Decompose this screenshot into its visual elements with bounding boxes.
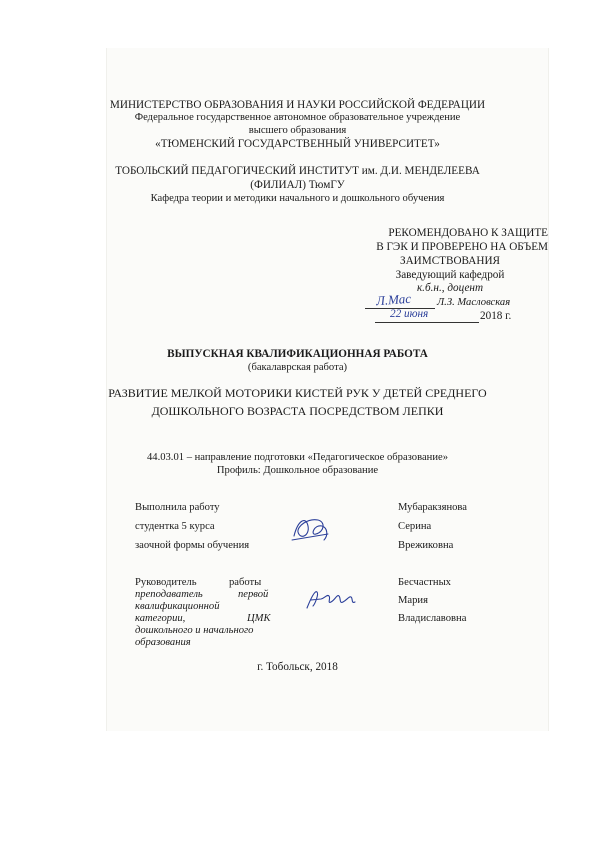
supervisor-label-word-1: Руководитель bbox=[135, 577, 197, 588]
supervisor-surname: Бесчастных bbox=[398, 577, 451, 588]
student-label-3: заочной формы обучения bbox=[135, 540, 250, 551]
student-label-2: студентка 5 курса bbox=[135, 521, 215, 532]
supervisor-label-word-2: работы bbox=[229, 577, 262, 588]
study-direction: 44.03.01 – направление подготовки «Педагогическое образование» bbox=[146, 452, 449, 463]
supervisor-signature-icon bbox=[303, 584, 359, 614]
student-label-1: Выполнила работу bbox=[135, 502, 220, 513]
department-name: Кафедра теории и методики начального и дошкольного обучения bbox=[150, 193, 445, 204]
institution-type: Федеральное государственное автономное образовательное учреждение bbox=[134, 112, 461, 123]
student-name: Серина bbox=[398, 521, 432, 532]
work-type: ВЫПУСКНАЯ КВАЛИФИКАЦИОННАЯ РАБОТА bbox=[167, 348, 428, 360]
supervisor-title-4: дошкольного и начального bbox=[135, 625, 254, 636]
student-patronymic: Врежиковна bbox=[398, 540, 454, 551]
supervisor-patronymic: Владиславовна bbox=[398, 613, 467, 624]
head-position: Заведующий кафедрой bbox=[395, 269, 505, 281]
date-line bbox=[375, 322, 479, 323]
university-name: «ТЮМЕНСКИЙ ГОСУДАРСТВЕННЫЙ УНИВЕРСИТЕТ» bbox=[155, 138, 440, 150]
head-signature: Л.Мас bbox=[375, 290, 412, 309]
institute-line-1: ТОБОЛЬСКИЙ ПЕДАГОГИЧЕСКИЙ ИНСТИТУТ им. Д.И. МЕНДЕЛЕЕВА bbox=[115, 165, 480, 177]
supervisor-name: Мария bbox=[398, 595, 428, 606]
approval-line-1: РЕКОМЕНДОВАНО К ЗАЩИТЕ bbox=[388, 227, 548, 239]
study-profile: Профиль: Дошкольное образование bbox=[216, 465, 379, 476]
work-title-line-2: ДОШКОЛЬНОГО ВОЗРАСТА ПОСРЕДСТВОМ ЛЕПКИ bbox=[151, 404, 444, 418]
head-degree: к.б.н., доцент bbox=[416, 282, 484, 294]
work-subtype: (бакалаврская работа) bbox=[247, 362, 348, 373]
ministry-heading: МИНИСТЕРСТВО ОБРАЗОВАНИЯ И НАУКИ РОССИЙСКОЙ ФЕДЕРАЦИИ bbox=[109, 99, 486, 111]
supervisor-title-3b: ЦМК bbox=[247, 613, 271, 624]
institute-line-2: (ФИЛИАЛ) ТюмГУ bbox=[250, 179, 345, 191]
approval-line-2: В ГЭК И ПРОВЕРЕНО НА ОБЪЕМ bbox=[376, 241, 548, 253]
supervisor-title-3a: категории, bbox=[135, 613, 186, 624]
supervisor-title-1b: первой bbox=[238, 589, 269, 600]
head-name: Л.З. Масловская bbox=[437, 297, 511, 308]
approval-line-3: ЗАИМСТВОВАНИЯ bbox=[399, 255, 500, 267]
education-level: высшего образования bbox=[248, 125, 347, 136]
student-surname: Мубаракзянова bbox=[398, 502, 467, 513]
supervisor-title-1a: преподаватель bbox=[135, 589, 203, 600]
student-signature-icon bbox=[288, 510, 332, 546]
supervisor-title-5: образования bbox=[135, 637, 191, 648]
supervisor-title-2: квалификационной bbox=[135, 601, 220, 612]
work-title-line-1: РАЗВИТИЕ МЕЛКОЙ МОТОРИКИ КИСТЕЙ РУК У ДЕТЕЙ СРЕДНЕГО bbox=[108, 386, 487, 400]
approval-year: 2018 г. bbox=[480, 310, 512, 322]
city-year: г. Тобольск, 2018 bbox=[257, 661, 338, 673]
approval-date: 22 июня bbox=[390, 308, 429, 320]
